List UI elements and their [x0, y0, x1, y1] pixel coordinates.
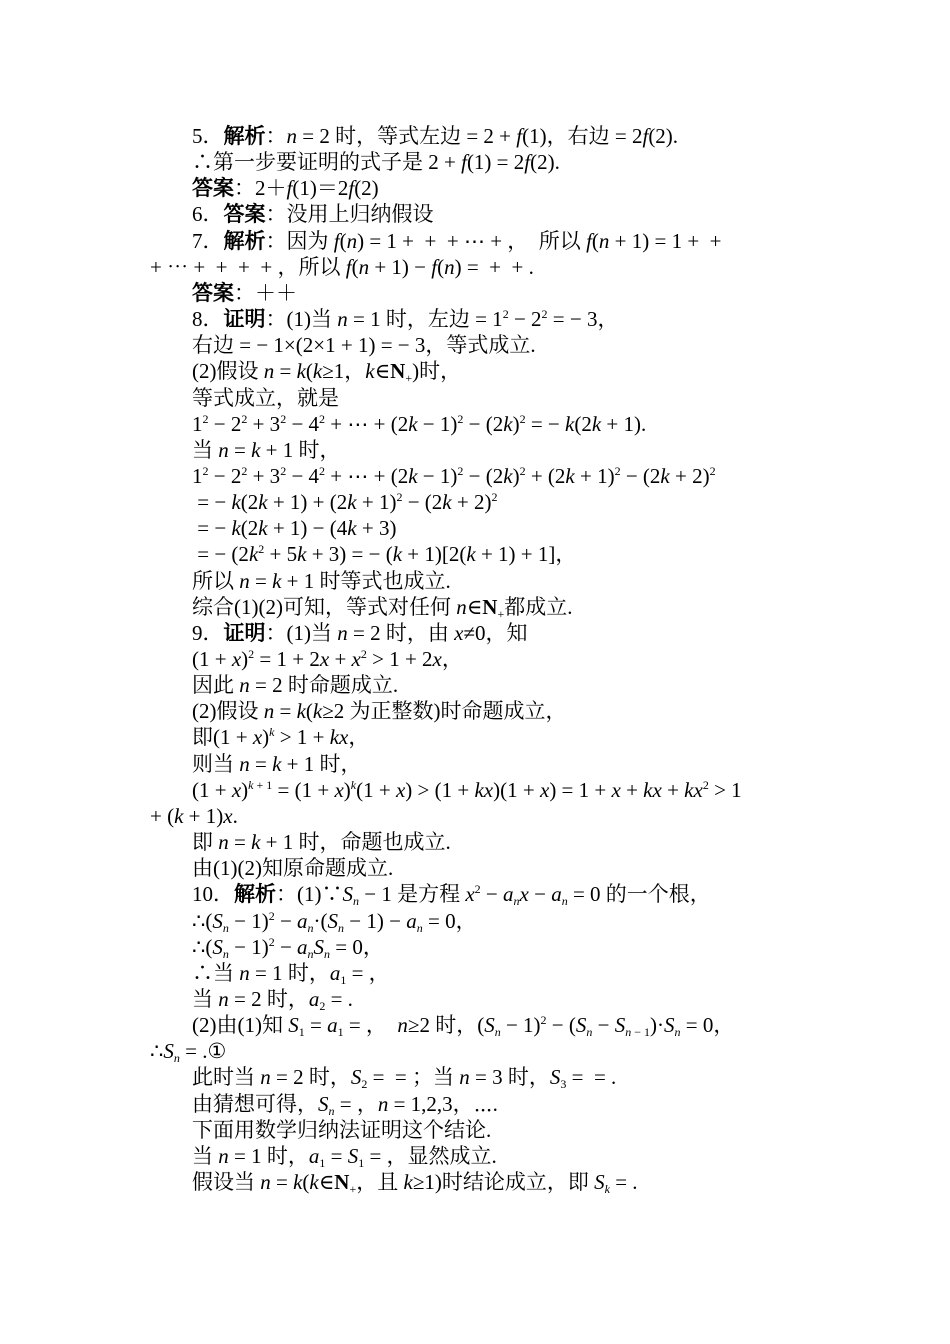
text-line: 右边 = − 1×(2×1 + 1) = − 3，等式成立.: [192, 333, 536, 358]
text-line: 5．解析：n = 2 时，等式左边 = 2 + f(1)，右边 = 2f(2).: [192, 124, 679, 148]
text-line: $\therefore S_n$ = .①: [150, 1039, 227, 1066]
text-line: 9．证明：(1)当 n = 2 时，由 x≠0，知: [192, 620, 528, 645]
text-line: ∴第一步要证明的式子是 2 + f(1) = 2f(2).: [192, 150, 560, 175]
text-line: 7．解析：因为 f(n) = 1 + + + ⋯ + ， 所以 f(n + 1) = 1 + +: [192, 228, 722, 253]
text-line: + ⋯ + + + + ，所以 f(n + 1) − f(n) = + + .: [150, 254, 534, 279]
text-line: $1^2 - 2^2 + 3^2 - 4^2$ + ⋯ + $(2k - 1)^2 - (2k)^2$ = − k(2k + 1).: [192, 411, 647, 436]
text-line: 此时当 n = 2 时，$S_2$ = = ；当 n = 3 时，$S_3$ = = .: [192, 1065, 617, 1092]
text-line: = − $k(2k + 1) + (2k + 1)^2 - (2k + 2)^2$: [192, 490, 498, 515]
text-line: 8．证明：(1)当 n = 1 时，左边 = $1^2 - 2^2$ = − 3，: [192, 307, 619, 331]
text-line: 因此 n = 2 时命题成立.: [192, 673, 399, 698]
text-line: 当 n = 1 时，$a_1 = S_1$ = ，显然成立.: [192, 1143, 497, 1170]
text-line: + (k + 1)x.: [150, 803, 238, 828]
text-line: $(1 + x)^2 = 1 + 2x + x^2 > 1 + 2x$，: [192, 647, 463, 671]
text-line: $(1 + x)^{k + 1} = (1 + x)^k(1 + x) > (1 + kx)(1 + x) = 1 + x$ + kx + $kx^2 > 1$: [192, 777, 742, 802]
text-line: 等式成立，就是: [192, 385, 339, 410]
text-line: 6．答案：没用上归纳假设: [192, 202, 434, 227]
text-line: (2)假设 n = k(k≥1，$k\in N_+$)时，: [192, 359, 462, 386]
text-line: 综合(1)(2)可知，等式对任何 $n\in N_+$都成立.: [192, 594, 573, 621]
text-line: (2)由(1)知 $S_1 = a_1$ = ， n≥2 时，$(S_n - 1)^2 - (S_n - S_{n - 1})\cdot S_n = 0$，: [192, 1013, 735, 1040]
text-line: 答案：＋＋: [192, 280, 297, 305]
text-line: $\therefore(S_n - 1)^2 - a_n\cdot(S_n - 1) - a_n = 0$，: [192, 908, 477, 935]
text-line: = − $(2k^2 + 5k + 3)$ = − (k + 1)[2(k + 1) + 1]，: [192, 542, 577, 567]
text-line: ∴当 n = 1 时，$a_1$ = ，: [192, 960, 390, 987]
text-line: (2)假设 n = k(k≥2 为正整数)时命题成立，: [192, 699, 567, 724]
text-line: = − k(2k + 1) − (4k + 3): [192, 516, 397, 541]
text-line: 所以 n = k + 1 时等式也成立.: [192, 568, 451, 593]
text-line: 由(1)(2)知原命题成立.: [192, 856, 394, 881]
text-line: $1^2 - 2^2 + 3^2 - 4^2$ + ⋯ + $(2k - 1)^2 - (2k)^2 + (2k + 1)^2 - (2k + 2)^2$: [192, 463, 716, 488]
text-line: 即 n = k + 1 时，命题也成立.: [192, 830, 451, 854]
text-line: 答案：2＋f(1)＝2f(2): [192, 176, 379, 201]
text-line: 当 n = 2 时，$a_2$ = .: [192, 986, 353, 1013]
text-line: 则当 n = k + 1 时，: [192, 751, 362, 776]
text-line: 假设当 $n = k(k\in N_+$，且 k≥1)时结论成立，即 $S_k$ = .: [192, 1170, 638, 1196]
text-line: 当 n = k + 1 时，: [192, 437, 341, 462]
text-line: 由猜想可得，$S_n$ = ，n = 1,2,3，⋯.: [192, 1091, 498, 1118]
text-line: 下面用数学归纳法证明这个结论.: [192, 1117, 492, 1142]
text-line: $\therefore(S_n - 1)^2 - a_nS_n = 0$，: [192, 934, 384, 961]
text-line: 即$(1 + x)^k > 1$ + kx，: [192, 725, 370, 750]
text-line: 10．解析：$(1)\because S_n - 1$ 是方程 $x^2 - a_nx - a_n = 0$ 的一个根，: [192, 882, 711, 909]
